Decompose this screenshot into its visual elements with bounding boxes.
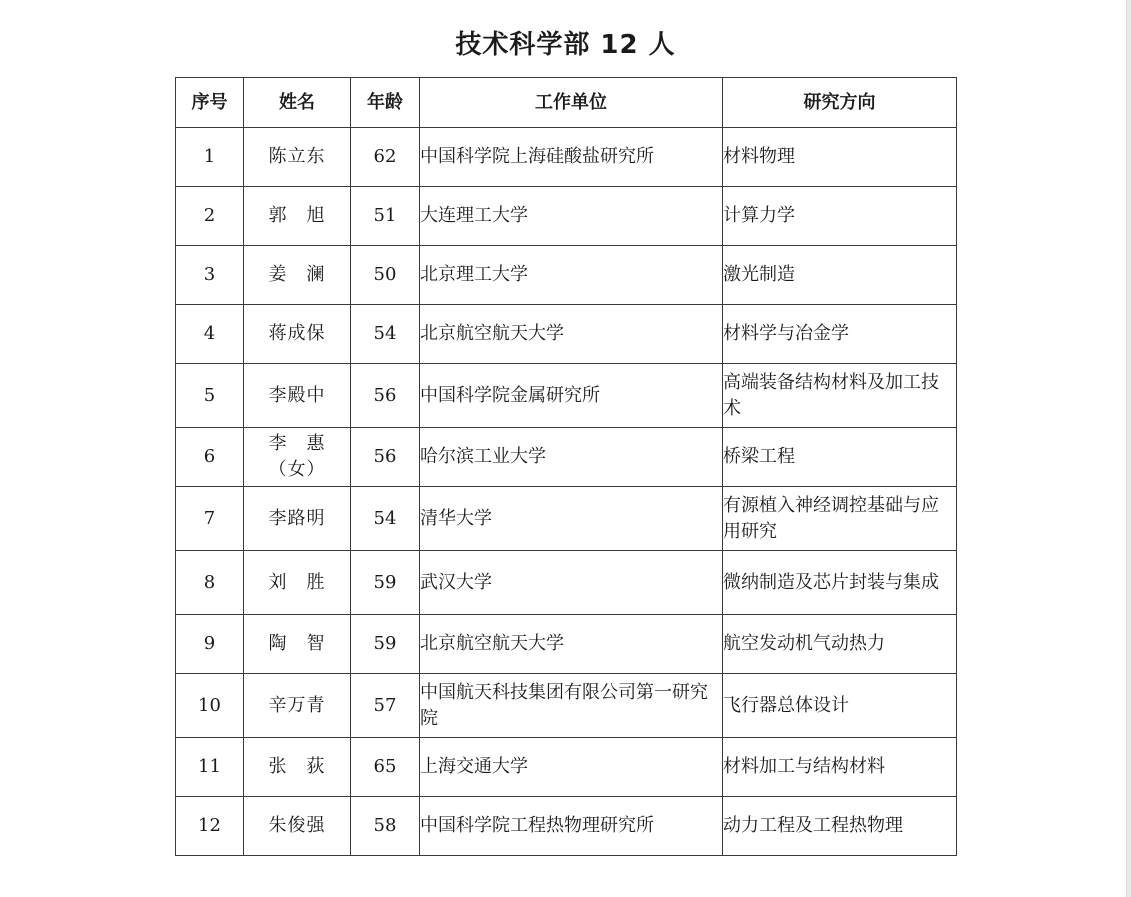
cell-field: 材料加工与结构材料 (723, 738, 957, 797)
table-row (176, 487, 957, 551)
cell-age: 58 (351, 797, 420, 856)
cell-field: 动力工程及工程热物理 (723, 797, 957, 856)
cell-age: 54 (351, 487, 420, 551)
cell-name: 李路明 (244, 487, 351, 551)
cell-field: 高端装备结构材料及加工技术 (723, 364, 957, 428)
cell-serial: 10 (176, 674, 244, 738)
cell-field: 材料物理 (723, 128, 957, 187)
cell-name (244, 428, 351, 487)
header-age: 年龄 (351, 78, 420, 128)
cell-name: 李殿中 (244, 364, 351, 428)
cell-unit: 大连理工大学 (420, 187, 723, 246)
cell-name: 郭 旭 (244, 187, 351, 246)
cell-age: 65 (351, 738, 420, 797)
table-row (176, 674, 957, 738)
cell-unit: 北京航空航天大学 (420, 615, 723, 674)
cell-age: 56 (351, 428, 420, 487)
cell-unit: 中国航天科技集团有限公司第一研究院 (420, 674, 723, 738)
cell-age: 59 (351, 615, 420, 674)
cell-field: 计算力学 (723, 187, 957, 246)
cell-name: 姜 澜 (244, 246, 351, 305)
cell-unit: 清华大学 (420, 487, 723, 551)
academician-table (175, 77, 957, 856)
cell-serial: 11 (176, 738, 244, 797)
table-row (176, 551, 957, 615)
table-row (176, 615, 957, 674)
cell-unit: 上海交通大学 (420, 738, 723, 797)
cell-name: 陶 智 (244, 615, 351, 674)
cell-serial: 7 (176, 487, 244, 551)
cell-serial: 2 (176, 187, 244, 246)
table-row (176, 305, 957, 364)
cell-field: 材料学与冶金学 (723, 305, 957, 364)
cell-age: 54 (351, 305, 420, 364)
table-row (176, 246, 957, 305)
cell-field: 微纳制造及芯片封装与集成 (723, 551, 957, 615)
cell-serial: 9 (176, 615, 244, 674)
header-serial: 序号 (176, 78, 244, 128)
cell-name: 刘 胜 (244, 551, 351, 615)
table-row (176, 128, 957, 187)
cell-name: 张 荻 (244, 738, 351, 797)
table-header-row (176, 78, 957, 128)
cell-field: 有源植入神经调控基础与应用研究 (723, 487, 957, 551)
cell-age: 51 (351, 187, 420, 246)
cell-unit: 中国科学院金属研究所 (420, 364, 723, 428)
header-field: 研究方向 (723, 78, 957, 128)
scrollbar-track[interactable] (1126, 0, 1131, 897)
cell-age: 56 (351, 364, 420, 428)
cell-age: 59 (351, 551, 420, 615)
table-row (176, 364, 957, 428)
header-name: 姓名 (244, 78, 351, 128)
cell-field: 飞行器总体设计 (723, 674, 957, 738)
cell-field: 航空发动机气动热力 (723, 615, 957, 674)
cell-unit: 哈尔滨工业大学 (420, 428, 723, 487)
table-row (176, 797, 957, 856)
cell-unit: 北京航空航天大学 (420, 305, 723, 364)
cell-serial: 4 (176, 305, 244, 364)
cell-serial: 12 (176, 797, 244, 856)
cell-serial: 5 (176, 364, 244, 428)
cell-name: 蒋成保 (244, 305, 351, 364)
cell-age: 50 (351, 246, 420, 305)
cell-serial: 6 (176, 428, 244, 487)
cell-name: 辛万青 (244, 674, 351, 738)
header-unit: 工作单位 (420, 78, 723, 128)
name-text: 李 惠 (268, 433, 326, 454)
cell-serial: 8 (176, 551, 244, 615)
cell-unit: 中国科学院上海硅酸盐研究所 (420, 128, 723, 187)
page-title: 技术科学部 12 人 (455, 30, 676, 60)
cell-unit: 中国科学院工程热物理研究所 (420, 797, 723, 856)
table-row (176, 187, 957, 246)
cell-field: 桥梁工程 (723, 428, 957, 487)
cell-field: 激光制造 (723, 246, 957, 305)
cell-age: 57 (351, 674, 420, 738)
cell-name: 朱俊强 (244, 797, 351, 856)
name-gender-note: （女） (268, 459, 326, 480)
cell-unit: 武汉大学 (420, 551, 723, 615)
cell-unit: 北京理工大学 (420, 246, 723, 305)
cell-serial: 1 (176, 128, 244, 187)
table-row (176, 738, 957, 797)
table-row (176, 428, 957, 487)
cell-serial: 3 (176, 246, 244, 305)
cell-name: 陈立东 (244, 128, 351, 187)
cell-age: 62 (351, 128, 420, 187)
